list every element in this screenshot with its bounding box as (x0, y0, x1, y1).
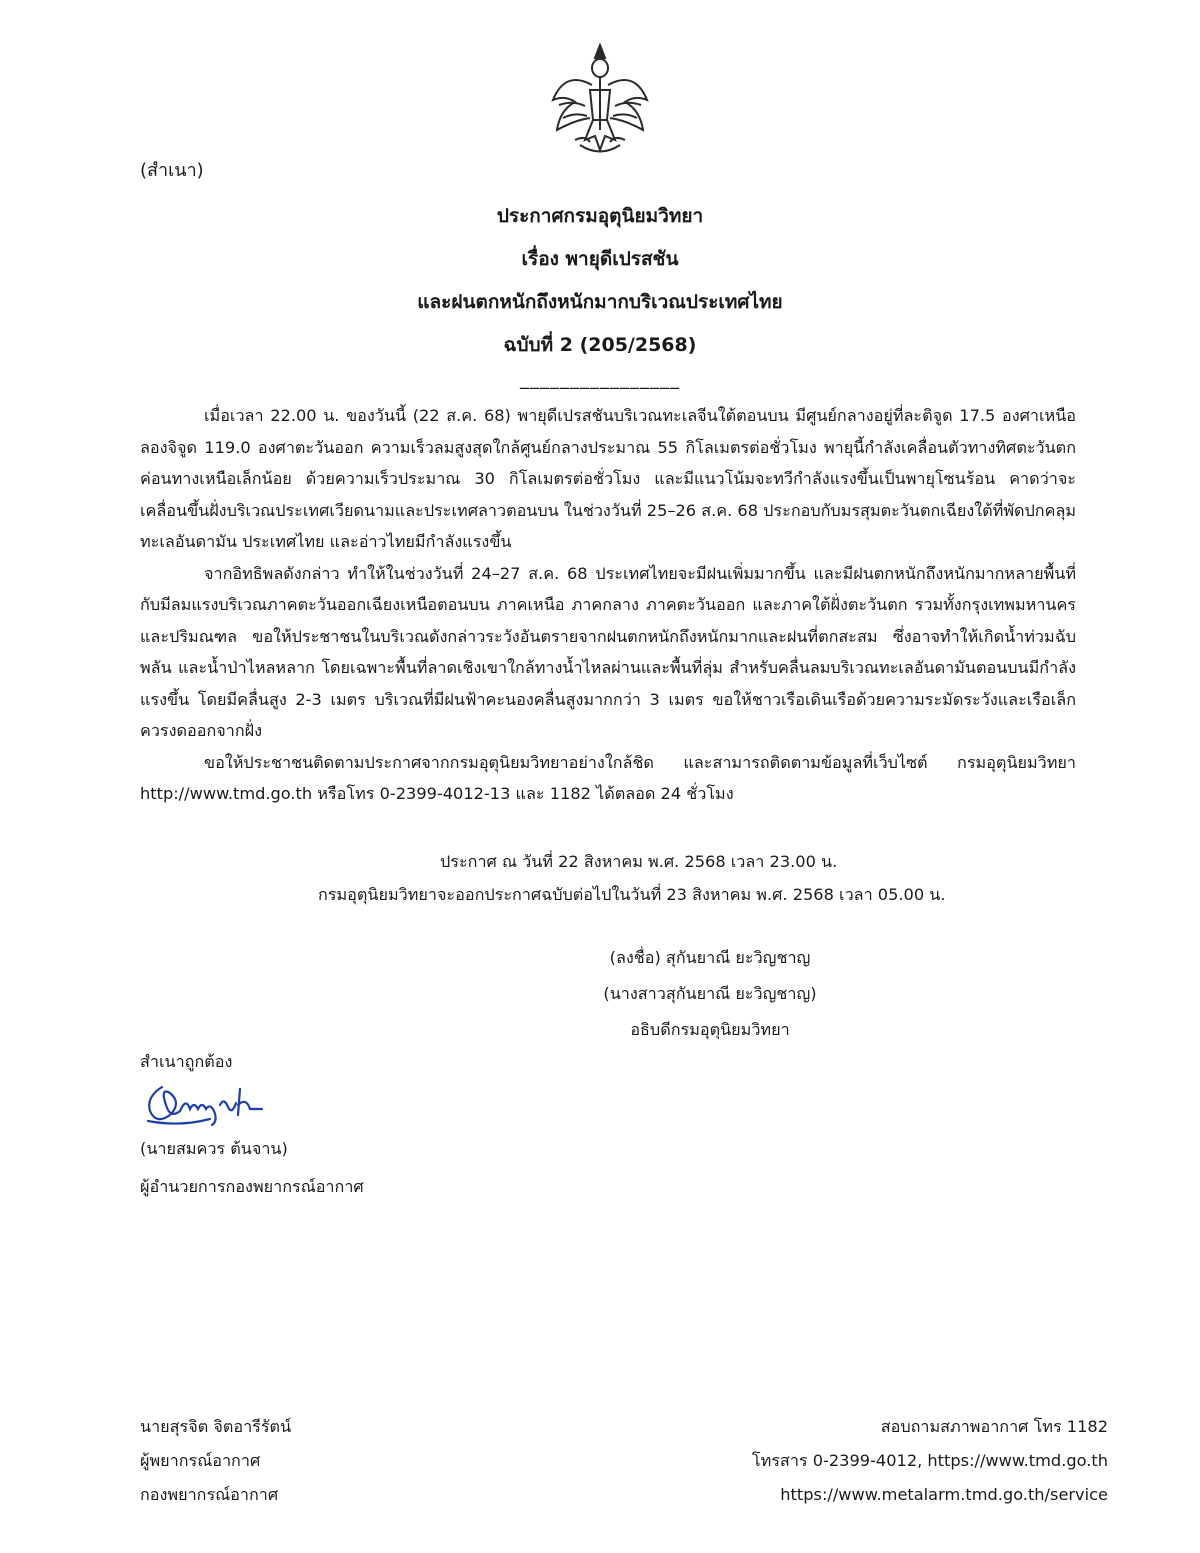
paragraph-2: จากอิทธิพลดังกล่าว ทำให้ในช่วงวันที่ 24–27 ส.ค. 68 ประเทศไทยจะมีฝนเพิ่มมากขึ้น และมีฝนตกหนักถึงหนักมากหลายพื้นที่ กับมีลมแรงบริเวณภาคตะวันออกเฉียงเหนือตอนบน ภาคเหนือ ภาคกลาง ภาคตะวันออก และภาคใต้ฝั่งตะวันตก รวมทั้งกรุงเทพมหานครและปริมณฑล ขอให้ประชาชนในบริเวณดังกล่าวระวังอันตรายจากฝนตกหนักถึงหนักมากและฝนที่ตกสะสม ซึ่งอาจทำให้เกิดน้ำท่วมฉับพลัน และน้ำป่าไหลหลาก โดยเฉพาะพื้นที่ลาดเชิงเขาใกล้ทางน้ำไหลผ่านและพื้นที่ลุ่ม สำหรับคลื่นลมบริเวณทะเลอันดามันตอนบนมีกำลังแรงขึ้น โดยมีคลื่นสูง 2-3 เมตร บริเวณที่มีฝนฟ้าคะนองคลื่นสูงมากกว่า 3 เมตร ขอให้ชาวเรือเดินเรือด้วยความระมัดระวังและเรือเล็กควรงดออกจากฝั่ง (140, 563, 1076, 740)
title-line-2: เรื่อง พายุดีเปรสชัน (521, 248, 679, 270)
copy-label: (สำเนา) (140, 160, 204, 181)
handwritten-signature (140, 1075, 265, 1130)
title-line-4: ฉบับที่ 2 (205/2568) (503, 334, 697, 356)
title-line-3: และฝนตกหนักถึงหนักมากบริเวณประเทศไทย (417, 291, 783, 313)
announcement-body (140, 400, 1076, 810)
garuda-emblem (545, 40, 655, 160)
forecaster-name: นายสุรจิต จิตอารีรัตน์ (140, 1417, 292, 1436)
forecaster-role: ผู้พยากรณ์อากาศ (140, 1451, 261, 1470)
signer-full-name: (นางสาวสุกันยาณี ยะวิญชาญ) (603, 984, 817, 1003)
forecaster-division: กองพยากรณ์อากาศ (140, 1485, 279, 1504)
title-line-1: ประกาศกรมอุตุนิยมวิทยา (496, 205, 704, 227)
certifying-officer (140, 1130, 364, 1206)
contact-fax-website: โทรสาร 0-2399-4012, https://www.tmd.go.th (751, 1451, 1108, 1470)
contact-metalarm-link[interactable]: https://www.metalarm.tmd.go.th/service (780, 1485, 1108, 1504)
announcement-title (0, 195, 1200, 393)
contact-info (752, 1410, 1108, 1512)
announce-date: ประกาศ ณ วันที่ 22 สิงหาคม พ.ศ. 2568 เวลา 23.00 น. (440, 852, 838, 871)
paragraph-3: ขอให้ประชาชนติดตามประกาศจากกรมอุตุนิยมวิทยาอย่างใกล้ชิด และสามารถติดตามข้อมูลที่เว็บไซต์ กรมอุตุนิยมวิทยา http://www.tmd.go.th หรือโทร 0-2399-4012-13 และ 1182 ได้ตลอด 24 ชั่วโมง (140, 752, 1076, 803)
paragraph-1: เมื่อเวลา 22.00 น. ของวันนี้ (22 ส.ค. 68) พายุดีเปรสชันบริเวณทะเลจีนใต้ตอนบน มีศูนย์กลางอยู่ที่ละติจูด 17.5 องศาเหนือ ลองจิจูด 119.0 องศาตะวันออก ความเร็วลมสูงสุดใกล้ศูนย์กลางประมาณ 55 กิโลเมตรต่อชั่วโมง พายุนี้กำลังเคลื่อนตัวทางทิศตะวันตกค่อนทางเหนือเล็กน้อย ด้วยความเร็วประมาณ 30 กิโลเมตรต่อชั่วโมง และมีแนวโน้มจะทวีกำลังแรงขึ้นเป็นพายุโซนร้อน คาดว่าจะเคลื่อนขึ้นฝั่งบริเวณประเทศเวียดนามและประเทศลาวตอนบน ในช่วงวันที่ 25–26 ส.ค. 68 ประกอบกับมรสุมตะวันตกเฉียงใต้ที่พัดปกคลุมทะเลอันดามัน ประเทศไทย และอ่าวไทยมีกำลังแรงขึ้น (140, 406, 1076, 551)
director-signature-block (560, 940, 860, 1048)
contact-phone: สอบถามสภาพอากาศ โทร 1182 (880, 1417, 1108, 1436)
certified-copy-label: สำเนาถูกต้อง (140, 1052, 233, 1071)
next-announcement: กรมอุตุนิยมวิทยาจะออกประกาศฉบับต่อไปในวันที่ 23 สิงหาคม พ.ศ. 2568 เวลา 05.00 น. (318, 885, 946, 904)
title-rule: ________________ (520, 369, 680, 390)
forecaster-info (140, 1410, 291, 1512)
officer-name: (นายสมควร ต้นจาน) (140, 1139, 288, 1158)
signer-title: อธิบดีกรมอุตุนิยมวิทยา (630, 1020, 790, 1039)
officer-position: ผู้อำนวยการกองพยากรณ์อากาศ (140, 1177, 364, 1196)
signed-name: (ลงชื่อ) สุกันยาณี ยะวิญชาญ (609, 948, 811, 967)
announcement-date-block (0, 845, 1200, 911)
